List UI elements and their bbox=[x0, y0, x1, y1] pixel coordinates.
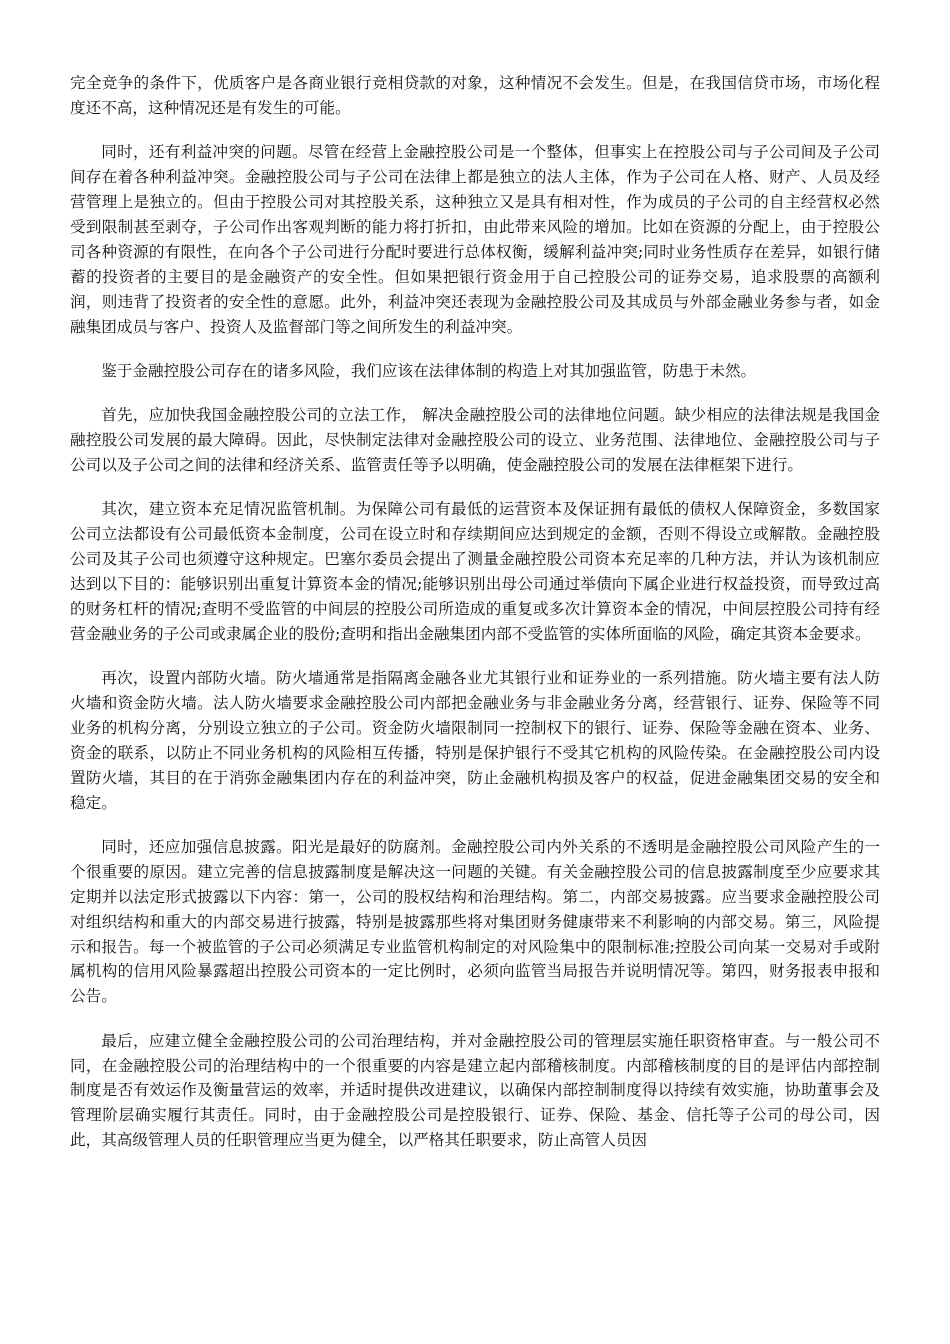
paragraph-6: 再次，设置内部防火墙。防火墙通常是指隔离金融各业尤其银行业和证券业的一系列措施。防火墙主要有法人防火墙和资金防火墙。法人防火墙要求金融控股公司内部把金融业务与非金融业务分离，经营银行、证券、保险等不同业务的机构分离，分别设立独立的子公司。资金防火墙限制同一控制权下的银行、证券、保险等金融在资本、业务、资金的联系，以防止不同业务机构的风险相互传播，特别是保护银行不受其它机构的风险传染。在金融控股公司内设置防火墙，其目的在于消弥金融集团内存在的利益冲突，防止金融机构损及客户的权益，促进金融集团交易的安全和稳定。 bbox=[70, 669, 880, 812]
paragraph-5: 其次，建立资本充足情况监管机制。为保障公司有最低的运营资本及保证拥有最低的债权人保障资金，多数国家公司立法都设有公司最低资本金制度，公司在设立时和存续期间应达到规定的金额，否则不得设立或解散。金融控股公司及其子公司也须遵守这种规定。巴塞尔委员会提出了测量金融控股公司资本充足率的几种方法，并认为该机制应达到以下目的：能够识别出重复计算资本金的情况;能够识别出母公司通过举债向下属企业进行权益投资，而导致过高的财务杠杆的情况;查明不受监管的中间层的控股公司所造成的重复或多次计算资本金的情况，中间层控股公司持有经营金融业务的子公司或隶属企业的股份;查明和指出金融集团内部不受监管的实体所面临的风险，确定其资本金要求。 bbox=[70, 500, 880, 643]
paragraph-4: 首先，应加快我国金融控股公司的立法工作， 解决金融控股公司的法律地位问题。缺少相应的法律法规是我国金融控股公司发展的最大障碍。因此，尽快制定法律对金融控股公司的设立、业务范围、法律地位、金融控股公司与子公司以及子公司之间的法律和经济关系、监管责任等予以明确，使金融控股公司的发展在法律框架下进行。 bbox=[70, 406, 880, 474]
paragraph-7: 同时，还应加强信息披露。阳光是最好的防腐剂。金融控股公司内外关系的不透明是金融控股公司风险产生的一个很重要的原因。建立完善的信息披露制度是解决这一问题的关键。有关金融控股公司的信息披露制度至少应要求其定期并以法定形式披露以下内容：第一，公司的股权结构和治理结构。第二，内部交易披露。应当要求金融控股公司对组织结构和重大的内部交易进行披露，特别是披露那些将对集团财务健康带来不利影响的内部交易。第三，风险提示和报告。每一个被监管的子公司必须满足专业监管机构制定的对风险集中的限制标准;控股公司向某一交易对手或附属机构的信用风险暴露超出控股公司资本的一定比例时，必须向监管当局报告并说明情况等。第四，财务报表申报和公告。 bbox=[70, 837, 880, 1006]
paragraph-8: 最后，应建立健全金融控股公司的公司治理结构，并对金融控股公司的管理层实施任职资格审查。与一般公司不同，在金融控股公司的治理结构中的一个很重要的内容是建立起内部稽核制度。内部稽核制度的目的是评估内部控制制度是否有效运作及衡量营运的效率，并适时提供改进建议，以确保内部控制制度得以持续有效实施，协助董事会及管理阶层确实履行其责任。同时，由于金融控股公司是控股银行、证券、保险、基金、信托等子公司的母公司，因此，其高级管理人员的任职管理应当更为健全，以严格其任职要求，防止高管人员因 bbox=[70, 1031, 880, 1150]
paragraph-2: 同时，还有利益冲突的问题。尽管在经营上金融控股公司是一个整体，但事实上在控股公司与子公司间及子公司间存在着各种利益冲突。金融控股公司与子公司在法律上都是独立的法人主体，作为子公司在人格、财产、人员及经营管理上是独立的。但由于控股公司对其控股关系，这种独立又是具有相对性，作为成员的子公司的自主经营权必然受到限制甚至剥夺，子公司作出客观判断的能力将打折扣，由此带来风险的增加。比如在资源的分配上，由于控股公司各种资源的有限性，在向各个子公司进行分配时要进行总体权衡，缓解利益冲突;同时业务性质存在差异，如银行储蓄的投资者的主要目的是金融资产的安全性。但如果把银行资金用于自己控股公司的证券交易，追求股票的高额利润，则违背了投资者的安全性的意愿。此外，利益冲突还表现为金融控股公司及其成员与外部金融业务参与者，如金融集团成员与客户、投资人及监督部门等之间所发生的利益冲突。 bbox=[70, 143, 880, 336]
paragraph-3: 鉴于金融控股公司存在的诸多风险，我们应该在法律体制的构造上对其加强监管，防患于未然。 bbox=[101, 361, 757, 380]
paragraph-1: 完全竞争的条件下，优质客户是各商业银行竞相贷款的对象，这种情况不会发生。但是，在我国信贷市场，市场化程度还不高，这种情况还是有发生的可能。 bbox=[70, 74, 880, 117]
